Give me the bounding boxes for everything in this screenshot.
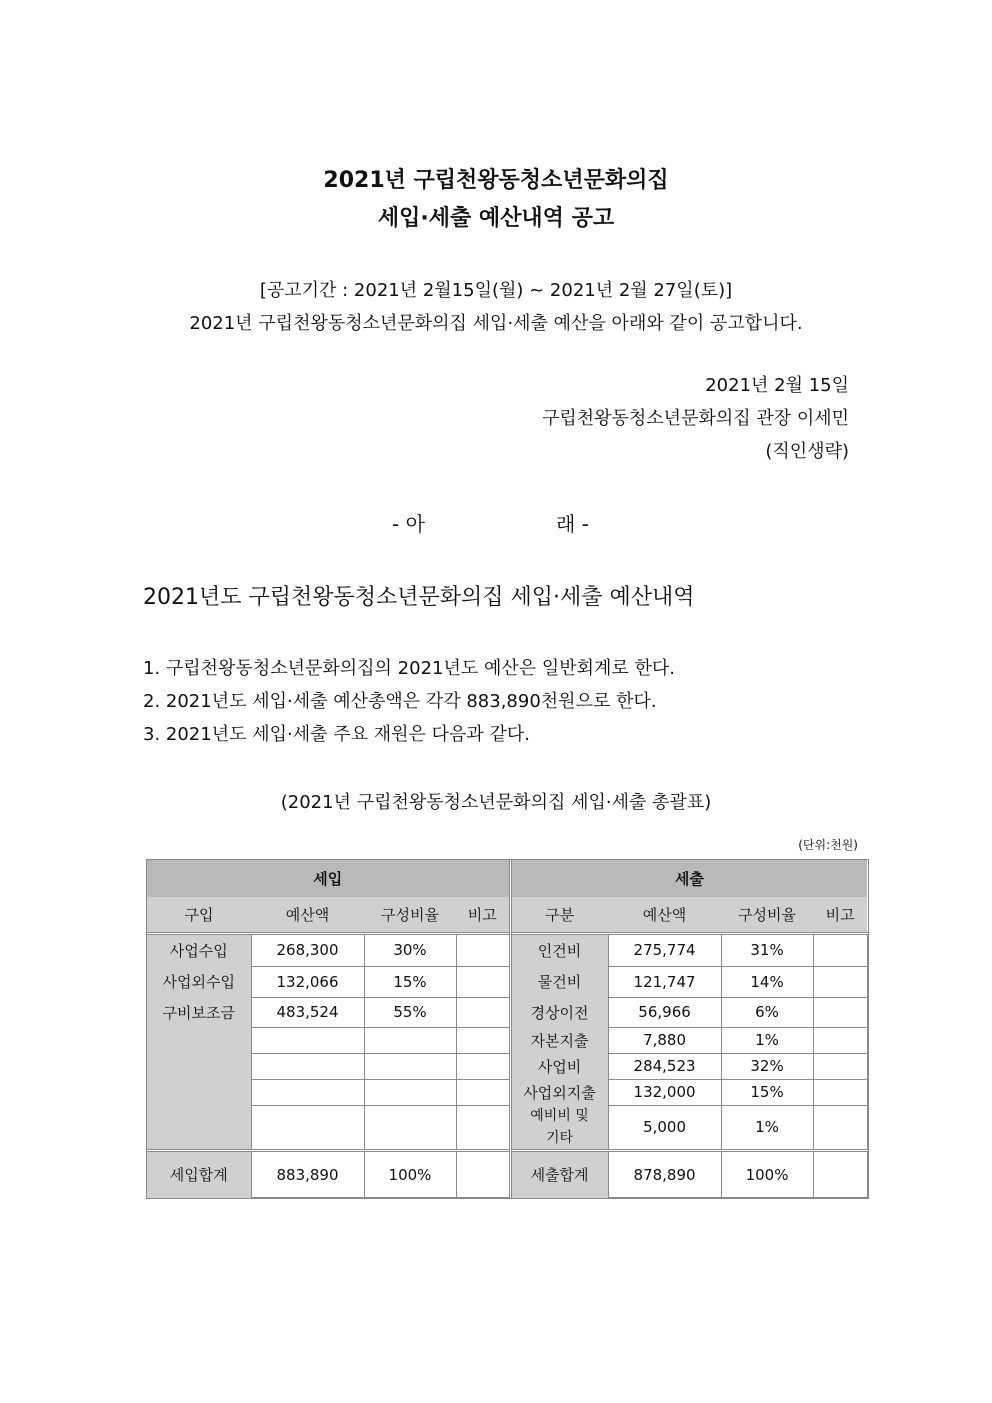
expense-ratio: 14% xyxy=(721,966,813,997)
revenue-label: 사업외수입 xyxy=(147,966,251,997)
expense-label: 예비비 및 기타 xyxy=(510,1105,608,1151)
expense-note xyxy=(813,933,867,966)
expense-note xyxy=(813,1079,867,1105)
revenue-amount-empty xyxy=(251,1053,364,1079)
expense-ratio: 6% xyxy=(721,997,813,1027)
table-row xyxy=(147,1027,867,1053)
revenue-amount-empty xyxy=(251,1079,364,1105)
revenue-note-empty xyxy=(456,1053,510,1079)
revenue-label: 구비보조금 xyxy=(147,997,251,1027)
expense-note xyxy=(813,966,867,997)
revenue-amount: 132,066 xyxy=(251,966,364,997)
notice-statement: 2021년 구립천왕동청소년문화의집 세입·세출 예산을 아래와 같이 공고합니다. xyxy=(189,313,803,334)
table-row xyxy=(147,997,867,1027)
revenue-ratio: 15% xyxy=(364,966,456,997)
table-caption: (2021년 구립천왕동청소년문화의집 세입·세출 총괄표) xyxy=(280,792,712,813)
revenue-label-empty xyxy=(147,1105,251,1151)
table-row xyxy=(147,1105,867,1151)
expense-total-label: 세출합계 xyxy=(510,1151,608,1198)
revenue-total-note xyxy=(456,1151,510,1198)
col-header-expense-ratio: 구성비율 xyxy=(721,897,813,933)
revenue-label: 사업수입 xyxy=(147,933,251,966)
issuer-name: 구립천왕동청소년문화의집 관장 이세민 xyxy=(541,408,849,429)
col-header-revenue-category: 구입 xyxy=(147,897,251,933)
revenue-ratio-empty xyxy=(364,1053,456,1079)
expense-note xyxy=(813,1105,867,1151)
expense-ratio: 32% xyxy=(721,1053,813,1079)
expense-label: 자본지출 xyxy=(510,1027,608,1053)
expense-ratio: 1% xyxy=(721,1105,813,1151)
document-title-line2: 세입·세출 예산내역 공고 xyxy=(377,206,615,231)
expense-amount: 121,747 xyxy=(608,966,721,997)
expense-ratio: 31% xyxy=(721,933,813,966)
list-item-2: 2. 2021년도 세입·세출 예산총액은 각각 883,890천원으로 한다. xyxy=(143,691,657,712)
expense-amount: 275,774 xyxy=(608,933,721,966)
revenue-ratio-empty xyxy=(364,1027,456,1053)
expense-note xyxy=(813,1027,867,1053)
expense-label: 사업외지출 xyxy=(510,1079,608,1105)
revenue-amount: 268,300 xyxy=(251,933,364,966)
revenue-total-amount: 883,890 xyxy=(251,1151,364,1198)
expense-total-note xyxy=(813,1151,867,1198)
notice-period: [공고기간 : 2021년 2월15일(월) ~ 2021년 2월 27일(토)] xyxy=(259,280,733,301)
col-header-expense-amount: 예산액 xyxy=(608,897,721,933)
expense-label: 경상이전 xyxy=(510,997,608,1027)
expense-amount: 56,966 xyxy=(608,997,721,1027)
list-item-3: 3. 2021년도 세입·세출 주요 재원은 다음과 같다. xyxy=(143,724,530,745)
expense-amount: 132,000 xyxy=(608,1079,721,1105)
issue-date: 2021년 2월 15일 xyxy=(705,375,849,396)
table-row xyxy=(147,1053,867,1079)
revenue-note-empty xyxy=(456,1105,510,1151)
list-item-1: 1. 구립천왕동청소년문화의집의 2021년도 예산은 일반회계로 한다. xyxy=(143,658,676,679)
below-marker-right: 래 - xyxy=(556,512,589,536)
seal-omitted: (직인생략) xyxy=(765,441,849,462)
revenue-note xyxy=(456,933,510,966)
expense-label: 인건비 xyxy=(510,933,608,966)
revenue-amount: 483,524 xyxy=(251,997,364,1027)
table-total-row xyxy=(147,1151,867,1198)
revenue-note xyxy=(456,997,510,1027)
revenue-label-empty xyxy=(147,1027,251,1053)
expense-label: 물건비 xyxy=(510,966,608,997)
expense-amount: 5,000 xyxy=(608,1105,721,1151)
col-header-revenue-ratio: 구성비율 xyxy=(364,897,456,933)
below-marker-left: - 아 xyxy=(392,512,425,536)
expense-amount: 7,880 xyxy=(608,1027,721,1053)
expense-ratio: 1% xyxy=(721,1027,813,1053)
revenue-label-empty xyxy=(147,1079,251,1105)
revenue-note-empty xyxy=(456,1079,510,1105)
expense-ratio: 15% xyxy=(721,1079,813,1105)
revenue-amount-empty xyxy=(251,1027,364,1053)
col-header-expense-note: 비고 xyxy=(813,897,867,933)
table-row xyxy=(147,966,867,997)
revenue-ratio: 55% xyxy=(364,997,456,1027)
revenue-note xyxy=(456,966,510,997)
revenue-ratio: 30% xyxy=(364,933,456,966)
expense-amount: 284,523 xyxy=(608,1053,721,1079)
expense-header: 세출 xyxy=(510,860,867,897)
unit-label: (단위:천원) xyxy=(798,838,858,852)
expense-total-ratio: 100% xyxy=(721,1151,813,1198)
revenue-note-empty xyxy=(456,1027,510,1053)
expense-label: 사업비 xyxy=(510,1053,608,1079)
revenue-ratio-empty xyxy=(364,1105,456,1151)
budget-summary-table xyxy=(147,860,868,1198)
revenue-ratio-empty xyxy=(364,1079,456,1105)
expense-note xyxy=(813,1053,867,1079)
revenue-amount-empty xyxy=(251,1105,364,1151)
col-header-expense-category: 구분 xyxy=(510,897,608,933)
expense-total-amount: 878,890 xyxy=(608,1151,721,1198)
revenue-total-label: 세입합계 xyxy=(147,1151,251,1198)
table-row xyxy=(147,1079,867,1105)
expense-note xyxy=(813,997,867,1027)
table-row xyxy=(147,933,867,966)
col-header-revenue-amount: 예산액 xyxy=(251,897,364,933)
revenue-header: 세입 xyxy=(147,860,510,897)
revenue-total-ratio: 100% xyxy=(364,1151,456,1198)
col-header-revenue-note: 비고 xyxy=(456,897,510,933)
section-title: 2021년도 구립천왕동청소년문화의집 세입·세출 예산내역 xyxy=(143,585,695,610)
document-title-line1: 2021년 구립천왕동청소년문화의집 xyxy=(323,168,669,193)
revenue-label-empty xyxy=(147,1053,251,1079)
